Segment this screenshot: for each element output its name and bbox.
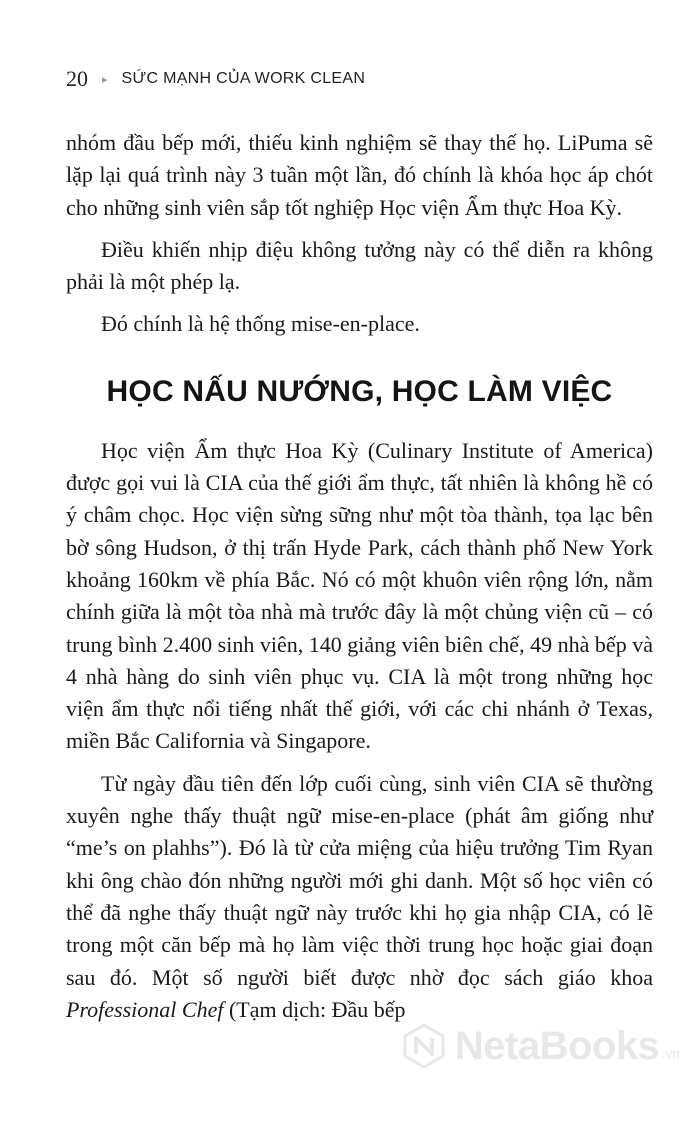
paragraph-text: (Tạm dịch: Đầu bếp bbox=[223, 996, 406, 1022]
book-title: SỨC MẠNH CỦA WORK CLEAN bbox=[121, 70, 366, 87]
page-body bbox=[66, 127, 653, 1036]
body-paragraph: Điều khiến nhịp điệu không tưởng này có thể diễn ra không phải là một phép lạ. bbox=[66, 236, 653, 295]
book-title-italic: Professional Chef bbox=[66, 996, 224, 1022]
body-paragraph: nhóm đầu bếp mới, thiếu kinh nghiệm sẽ thay thế họ. LiPuma sẽ lặp lại quá trình này 3 tuần một lần, đó chính là khóa học áp chót cho những sinh viên sắp tốt nghiệp Học viện Ẩm thực Hoa Kỳ. bbox=[66, 130, 653, 220]
page-number: 20 bbox=[66, 66, 88, 91]
body-paragraph: Học viện Ẩm thực Hoa Kỳ (Culinary Institute of America) được gọi vui là CIA của thế giới ẩm thực, tất nhiên là không hề có ý châm chọc. Học viện sừng sững như một tòa thành, tọa lạc bên bờ sông Hudson, ở thị trấn Hyde Park, cách thành phố New York khoảng 160km về phía Bắc. Nó có một khuôn viên rộng lớn, nằm chính giữa là một tòa nhà mà trước đây là một chủng viện cũ – có trung bình 2.400 sinh viên, 140 giảng viên biên chế, 49 nhà bếp và 4 nhà hàng do sinh viên phục vụ. CIA là một trong những học viện ẩm thực nổi tiếng nhất thế giới, với các chi nhánh ở Texas, miền Bắc California và Singapore. bbox=[66, 437, 653, 754]
running-header bbox=[66, 66, 365, 92]
paragraph-text: Từ ngày đầu tiên đến lớp cuối cùng, sinh viên CIA sẽ thường xuyên nghe thấy thuật ngữ mise-en-place (phát âm giống như “me’s on plahhs”). Đó là từ cửa miệng của hiệu trưởng Tim Ryan khi ông chào đón những người mới ghi danh. Một số học viên có thể đã nghe thấy thuật ngữ này trước khi họ gia nhập CIA, có lẽ trong một căn bếp mà họ làm việc thời trung học hoặc giai đoạn sau đó. Một số người biết được nhờ đọc sách giáo khoa bbox=[66, 770, 653, 990]
watermark-suffix: .vn bbox=[661, 1045, 680, 1061]
watermark-brand: NetaBooks bbox=[454, 1023, 660, 1068]
header-arrow-icon: ▸ bbox=[102, 73, 108, 86]
body-paragraph: Đó chính là hệ thống mise-en-place. bbox=[101, 311, 420, 337]
body-paragraph-last bbox=[66, 768, 653, 1026]
section-heading: HỌC NẤU NƯỚNG, HỌC LÀM VIỆC bbox=[106, 374, 613, 408]
